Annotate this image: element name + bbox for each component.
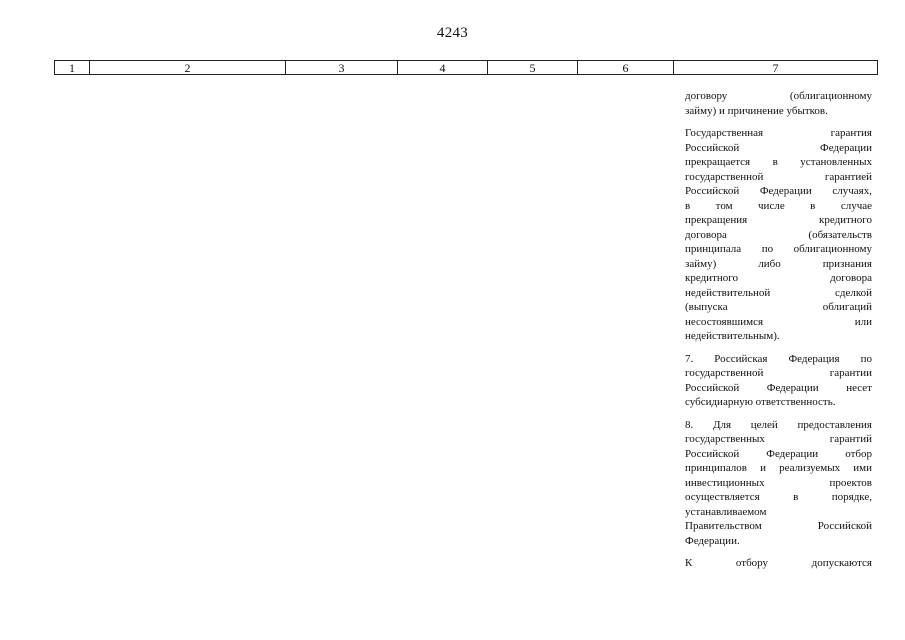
text-line: займу) либо признания — [685, 257, 872, 270]
column-number-5: 5 — [487, 61, 577, 74]
text-paragraph — [685, 556, 872, 571]
text-line: Государственная гарантия — [685, 127, 872, 139]
page-number: 4243 — [436, 25, 469, 41]
column-number-4: 4 — [397, 61, 487, 74]
text-line: Федерации. — [685, 534, 740, 547]
text-line: 8. Для целей предоставления — [685, 418, 872, 431]
text-paragraph — [685, 418, 872, 549]
text-line: принципалов и реализуемых ими — [685, 462, 872, 474]
text-paragraph — [685, 352, 872, 410]
column-7-text — [685, 89, 872, 579]
column-number-6: 6 — [577, 61, 673, 74]
text-line: займу) и причинение убытков. — [685, 104, 828, 117]
column-number-7: 7 — [673, 61, 877, 74]
text-line: принципала по облигационному — [685, 243, 872, 255]
text-line: устанавливаемом — [685, 505, 767, 518]
text-line: государственной гарантии — [685, 367, 872, 379]
text-line: прекращается в установленных — [685, 156, 872, 168]
column-number-3: 3 — [285, 61, 397, 74]
text-paragraph — [685, 126, 872, 344]
text-line: договору (облигационному — [685, 90, 872, 102]
text-line: Российской Федерации отбор — [685, 447, 872, 460]
text-line: недействительной сделкой — [685, 286, 872, 299]
text-line: недействительным). — [685, 330, 780, 342]
text-line: Российской Федерации несет — [685, 381, 872, 394]
text-line: договора (обязательств — [685, 228, 872, 241]
text-line: субсидиарную ответственность. — [685, 396, 836, 408]
text-line: (выпуска облигаций — [685, 301, 872, 313]
column-number-1: 1 — [69, 60, 75, 75]
text-line: государственной гарантией — [685, 170, 872, 183]
text-line: несостоявшимся или — [685, 315, 872, 328]
text-paragraph — [685, 89, 872, 118]
text-line: 7. Российская Федерация по — [685, 352, 872, 365]
column-number-2: 2 — [89, 61, 285, 74]
text-line: Российской Федерации случаях, — [685, 185, 872, 197]
column-number-header — [54, 60, 878, 75]
text-line: кредитного договора — [685, 272, 872, 284]
text-line: Российской Федерации — [685, 141, 872, 154]
text-line: инвестиционных проектов — [685, 476, 872, 489]
text-line: в том числе в случае — [685, 199, 872, 212]
text-line: Правительством Российской — [685, 520, 872, 532]
text-line: осуществляется в порядке, — [685, 491, 872, 503]
text-line: государственных гарантий — [685, 433, 872, 445]
text-line: прекращения кредитного — [685, 214, 872, 226]
text-line: К отбору допускаются — [685, 557, 872, 569]
